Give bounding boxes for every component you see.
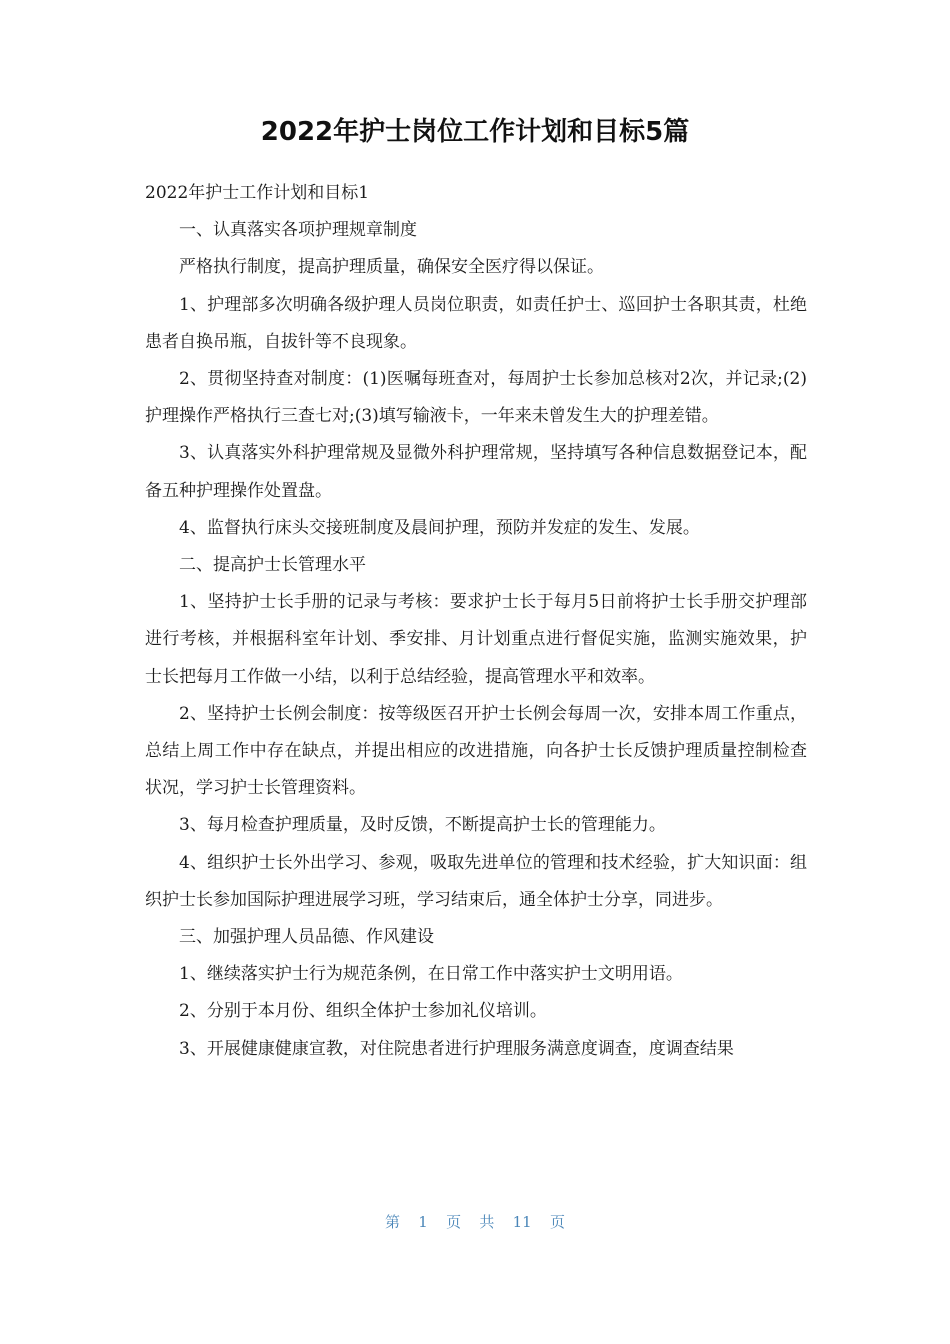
section-heading: 2022年护士工作计划和目标1 (145, 183, 370, 203)
page-label-prefix: 第 (384, 1213, 400, 1231)
paragraph: 2、贯彻坚持查对制度：(1)医嘱每班查对，每周护士长参加总核对2次，并记录;(2)护理操作严格执行三查七对;(3)填写输液卡，一年来未曾发生大的护理差错。 (145, 369, 807, 427)
paragraph: 一、认真落实各项护理规章制度 (179, 220, 417, 241)
paragraph: 4、组织护士长外出学习、参观，吸取先进单位的管理和技术经验，扩大知识面：组织护士长参加国际护理进展学习班，学习结束后，通全体护士分享，同进步。 (145, 852, 807, 910)
document-body (145, 175, 807, 1068)
current-page-number: 1 (418, 1213, 428, 1231)
page-label-suffix: 页 (550, 1213, 566, 1231)
paragraph: 二、提高护士长管理水平 (179, 555, 366, 576)
paragraph: 3、每月检查护理质量，及时反馈，不断提高护士长的管理能力。 (179, 815, 666, 836)
paragraph: 1、坚持护士长手册的记录与考核：要求护士长于每月5日前将护士长手册交护理部进行考核，并根据科室年计划、季安排、月计划重点进行督促实施，监测实施效果，护士长把每月工作做一小结，以利于总结经验，提高管理水平和效率。 (145, 592, 807, 687)
paragraph: 4、监督执行床头交接班制度及晨间护理，预防并发症的发生、发展。 (179, 517, 700, 538)
document-title: 2022年护士岗位工作计划和目标5篇 (260, 117, 690, 147)
paragraph: 严格执行制度，提高护理质量，确保安全医疗得以保证。 (179, 257, 604, 278)
paragraph: 1、继续落实护士行为规范条例，在日常工作中落实护士文明用语。 (179, 964, 683, 985)
paragraph: 三、加强护理人员品德、作风建设 (179, 927, 434, 948)
paragraph: 2、坚持护士长例会制度：按等级医召开护士长例会每周一次，安排本周工作重点，总结上周工作中存在缺点，并提出相应的改进措施，向各护士长反馈护理质量控制检查状况，学习护士长管理资料。 (145, 703, 807, 799)
page-label-mid: 页 共 (446, 1213, 495, 1231)
paragraph: 2、分别于本月份、组织全体护士参加礼仪培训。 (179, 1001, 547, 1022)
total-pages-number: 11 (512, 1213, 532, 1231)
paragraph: 1、护理部多次明确各级护理人员岗位职责，如责任护士、巡回护士各职其责，杜绝患者自换吊瓶，自拔针等不良现象。 (145, 294, 807, 352)
paragraph: 3、认真落实外科护理常规及显微外科护理常规，坚持填写各种信息数据登记本，配备五种护理操作处置盘。 (145, 443, 807, 501)
paragraph: 3、开展健康健康宣教，对住院患者进行护理服务满意度调查，度调查结果 (179, 1038, 734, 1059)
page-number-footer (0, 1210, 950, 1234)
